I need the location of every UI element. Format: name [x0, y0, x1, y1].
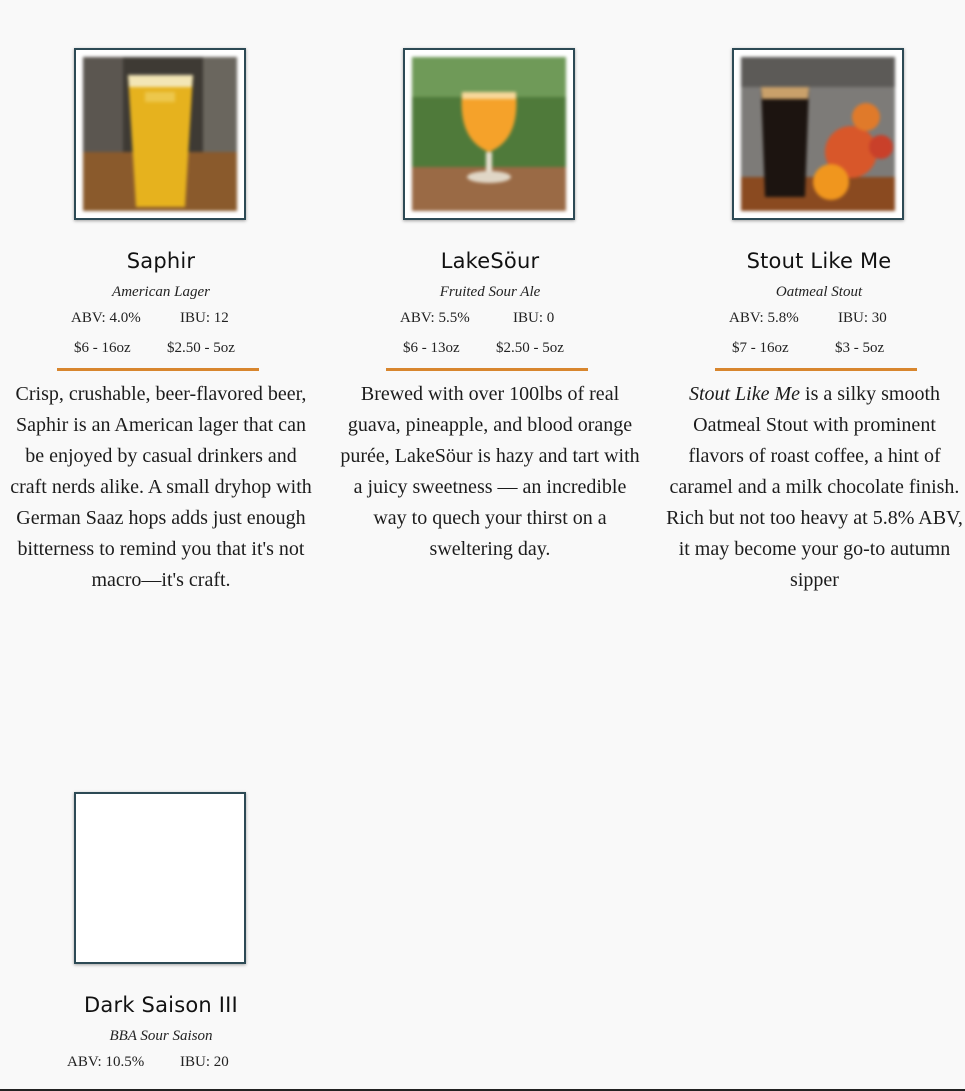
beer-card-lakesour: [335, 0, 645, 640]
accent-divider: [386, 368, 588, 371]
beer-photo-saphir: [83, 57, 237, 211]
beer-description-body: is a silky smooth Oatmeal Stout with prominent flavors of roast coffee, a hint of caramel and a milk chocolate finish. Rich but not too heavy at 5.8% ABV, it may become your go-to autumn sipper: [666, 383, 963, 591]
accent-divider: [715, 368, 917, 371]
beer-photo-stout: [741, 57, 895, 211]
beer-abv: ABV: 5.8%: [729, 310, 799, 326]
price-large: $6 - 16oz: [74, 340, 131, 356]
beer-photo-lakesour: [412, 57, 566, 211]
beer-abv: ABV: 10.5%: [67, 1054, 145, 1070]
beer-ibu: IBU: 20: [180, 1054, 229, 1070]
beer-name: Dark Saison III: [84, 993, 238, 1017]
beer-photo-placeholder: [83, 801, 237, 955]
beer-style: Oatmeal Stout: [775, 284, 863, 300]
beer-description: Brewed with over 100lbs of real guava, pineapple, and blood orange purée, LakeSöur is hazy and tart with a juicy sweetness — an incredible way to quech your thirst on a sweltering day.: [340, 383, 640, 560]
beer-style: Fruited Sour Ale: [439, 284, 541, 300]
beer-abv: ABV: 5.5%: [400, 310, 470, 326]
beer-abv: ABV: 4.0%: [71, 310, 141, 326]
accent-divider: [57, 368, 259, 371]
beer-ibu: IBU: 12: [180, 310, 229, 326]
beer-image-frame[interactable]: [74, 48, 246, 220]
beer-ibu: IBU: 0: [513, 310, 555, 326]
beer-description-emphasis: Stout Like Me: [688, 383, 801, 405]
beer-style: BBA Sour Saison: [109, 1028, 213, 1044]
price-small: $3 - 5oz: [835, 340, 885, 356]
price-small: $2.50 - 5oz: [496, 340, 564, 356]
beer-ibu: IBU: 30: [838, 310, 887, 326]
price-large: $7 - 16oz: [732, 340, 789, 356]
beer-name: LakeSöur: [440, 249, 540, 273]
beer-description: Crisp, crushable, beer-flavored beer, Saphir is an American lager that can be enjoyed by casual drinkers and craft nerds alike. A small dryhop with German Saaz hops adds just enough bitterness to remind you that it's not macro—it's craft.: [10, 383, 312, 591]
beer-style: American Lager: [112, 284, 210, 300]
beer-card-dark-saison-iii: [6, 744, 316, 1091]
beer-image-frame[interactable]: [403, 48, 575, 220]
beer-image-frame[interactable]: [732, 48, 904, 220]
beer-image-frame[interactable]: [74, 792, 246, 964]
beer-name: Saphir: [126, 249, 196, 273]
beer-card-stout-like-me: [664, 0, 965, 640]
beer-description: [664, 379, 965, 596]
price-small: $2.50 - 5oz: [167, 340, 235, 356]
beer-card-saphir: [6, 0, 316, 640]
beer-name: Stout Like Me: [746, 249, 892, 273]
price-large: $6 - 13oz: [403, 340, 460, 356]
